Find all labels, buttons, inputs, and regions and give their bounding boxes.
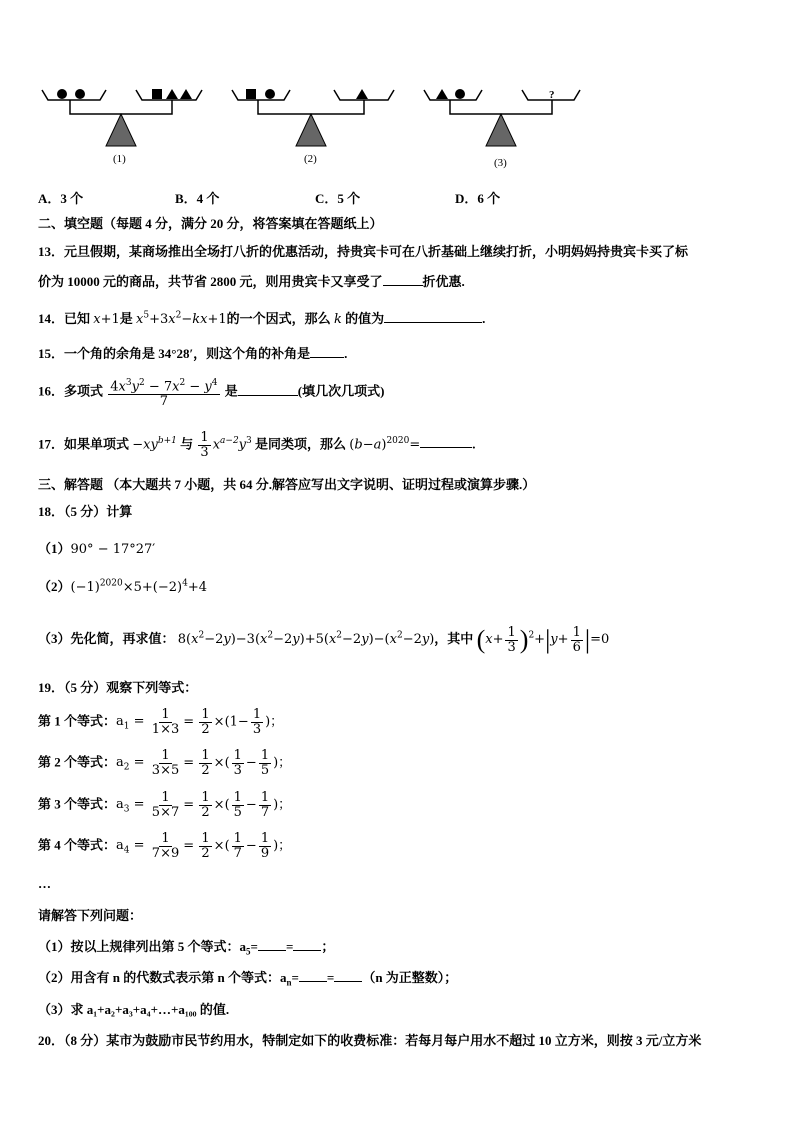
triangle-shape <box>436 89 448 99</box>
fulcrum <box>106 114 136 146</box>
figure-label-3: (3) <box>494 157 507 169</box>
question-mark: ? <box>549 89 555 101</box>
q20: 20．（8 分）某市为鼓励市民节约用水，特制定如下的收费标准：若每月每户用水不超过 10 立方米，则按 3 元/立方米 <box>38 1033 702 1048</box>
q19-eq2: 第 2 个等式：$a_2$ = $\frac{1}{3\times 5}$ = $\frac{1}{2}$ ×( $\frac{1}{3}$ − $\frac{1}{5}$ )； <box>38 748 292 778</box>
fulcrum <box>486 114 516 146</box>
section-3-heading: 三、解答题 （本大题共 7 小题，共 64 分.解答应写出文字说明、证明过程或演算步骤.） <box>38 477 536 492</box>
answer-blank[interactable] <box>310 345 344 358</box>
q19-sub3: （3）求 a₁+a₂+a₃+a₄+…+a₁₀₀ 的值. <box>38 1002 230 1017</box>
option-d: D．6 个 <box>455 191 501 206</box>
answer-blank[interactable] <box>384 310 482 323</box>
answer-blank[interactable] <box>258 938 286 951</box>
square-shape <box>152 89 162 99</box>
q19-eq3: 第 3 个等式：$a_3$ = $\frac{1}{5\times 7}$ = $\frac{1}{2}$ ×( $\frac{1}{5}$ − $\frac{1}{7}$ )； <box>38 790 292 820</box>
q19-ask: 请解答下列问题： <box>38 908 143 923</box>
q19-sub1: （1）按以上规律列出第 5 个等式：$a_5=$ = ； <box>38 939 335 957</box>
q19-eq4: 第 4 个等式：$a_4$ = $\frac{1}{7\times 9}$ = $\frac{1}{2}$ ×( $\frac{1}{7}$ − $\frac{1}{9}$ )； <box>38 831 292 861</box>
q18-part1: （1）90° − 17°27′ <box>38 541 156 557</box>
circle-shape <box>57 89 67 99</box>
answer-blank[interactable] <box>334 969 362 982</box>
circle-shape <box>75 89 85 99</box>
answer-blank[interactable] <box>293 938 321 951</box>
fulcrum <box>296 114 326 146</box>
option-c: C．5 个 <box>315 191 361 206</box>
q13-line1: 13．元旦假期，某商场推出全场打八折的优惠活动，持贵宾卡可在八折基础上继续打折，小明妈妈持贵宾卡买了标 <box>38 244 689 259</box>
figure-label-1: (1) <box>113 153 126 165</box>
q14: 14．已知 x+1是 $x^5+3x^2-kx+1$的一个因式，那么 k 的值为 . <box>38 310 486 327</box>
square-shape <box>246 89 256 99</box>
balance-scale-2 <box>232 90 394 114</box>
section-2-heading: 二、填空题（每题 4 分，满分 20 分，将答案填在答题纸上） <box>38 216 383 231</box>
circle-shape <box>265 89 275 99</box>
ellipsis: … <box>38 876 51 891</box>
polynomial-fraction: $\frac{4x^3y^2 - 7x^2 - y^4}{7}$ <box>110 378 218 410</box>
answer-blank[interactable] <box>299 969 327 982</box>
q17: 17．如果单项式 $-xy^{b+1}$ 与 $\frac{1}{3}$ $x^{a-2}y^3$ 是同类项，那么 $(b-a)^{2020}=$ . <box>38 430 476 460</box>
q16: 16．多项式 $\frac{4x^3y^2 - 7x^2 - y^4}{7}$ 是 (填几次几项式) <box>38 378 385 410</box>
answer-blank[interactable] <box>420 435 472 448</box>
triangle-shape <box>166 89 178 99</box>
balance-figures <box>0 80 794 180</box>
q13-line2: 价为 10000 元的商品，共节省 2800 元，则用贵宾卡又享受了 折优惠. <box>38 274 465 289</box>
circle-shape <box>455 89 465 99</box>
triangle-shape <box>356 89 368 99</box>
balance-scale-3 <box>424 90 580 114</box>
option-b: B．4 个 <box>175 191 220 206</box>
q18-title: 18．（5 分）计算 <box>38 504 133 519</box>
answer-blank[interactable] <box>383 273 423 286</box>
triangle-shape <box>180 89 192 99</box>
option-a: A．3 个 <box>38 191 84 206</box>
q19-eq1: 第 1 个等式：$a_1$ = $\frac{1}{1\times 3}$ = $\frac{1}{2}$ ×(1− $\frac{1}{3}$ )； <box>38 707 284 737</box>
q18-part3: （3）先化简，再求值： $8(x^2-2y)-3(x^2-2y)+5(x^2-2y)-(x^2-2y)$，其中 (x+ $\frac{1}{3}$ )$^2$+|y+ $\frac{1}{6}$ |=0 <box>38 624 610 655</box>
answer-blank[interactable] <box>238 383 298 396</box>
q19-sub2: （2）用含有 n 的代数式表示第 n 个等式：$a_n= = (n$ 为正整数）； <box>38 970 458 988</box>
q19-title: 19．（5 分）观察下列等式： <box>38 680 198 695</box>
q18-part2: $(2)(-1)^{2020}\times 5+(-2)^4+4$ <box>38 578 208 595</box>
figure-label-2: (2) <box>304 153 317 165</box>
q15: 15．一个角的余角是 34°28′，则这个角的补角是 . <box>38 346 348 361</box>
